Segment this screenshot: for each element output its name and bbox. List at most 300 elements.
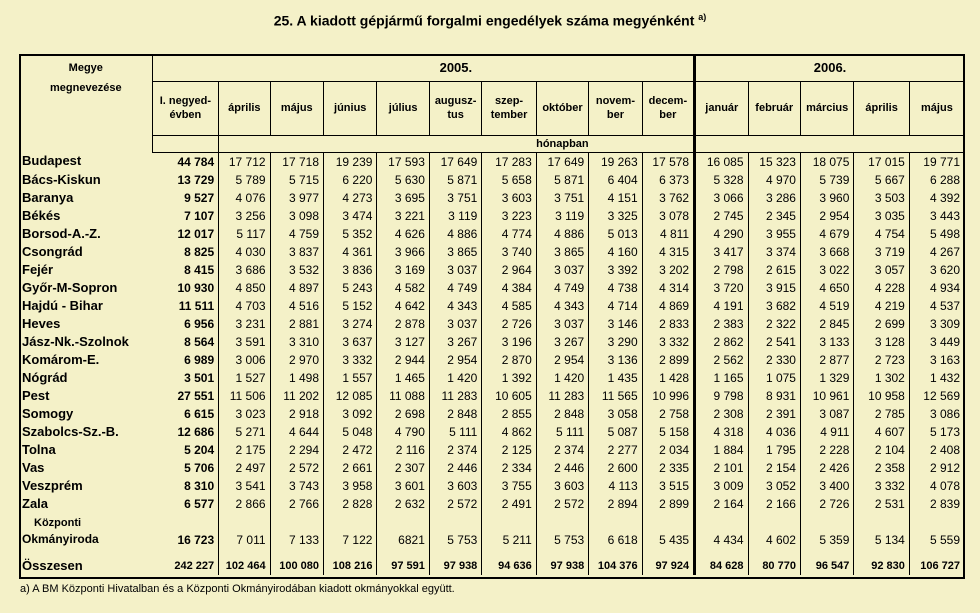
title-text: 25. A kiadott gépjármű forgalmi engedélyek száma megyénként [273, 12, 695, 29]
table-row [20, 333, 964, 351]
month-header: június [324, 81, 377, 135]
month-value: 2 307 [377, 459, 429, 477]
header-spacer [152, 55, 219, 81]
month-value: 2 562 [695, 351, 748, 369]
month-value: 2 877 [800, 351, 853, 369]
month-value: 4 113 [589, 477, 642, 495]
county-name: Hajdú - Bihar [22, 297, 103, 313]
q1-value: 5 706 [152, 459, 219, 477]
month-value: 4 228 [854, 279, 909, 297]
table-row [20, 387, 964, 405]
month-value: 5 435 [642, 513, 694, 549]
month-value: 5 658 [482, 171, 536, 189]
month-value: 6 618 [589, 513, 642, 549]
month-value: 3 127 [377, 333, 429, 351]
month-value: 5 158 [642, 423, 694, 441]
month-value: 2 899 [642, 351, 694, 369]
month-value: 2 912 [909, 459, 964, 477]
month-value: 4 869 [642, 297, 694, 315]
table-row [20, 459, 964, 477]
month-value: 3 332 [324, 351, 377, 369]
month-value: 5 753 [429, 513, 481, 549]
county-name: Komárom-E. [22, 351, 100, 367]
month-value: 1 432 [909, 369, 964, 387]
month-value: 3 400 [800, 477, 853, 495]
month-value: 7 133 [270, 513, 323, 549]
month-value: 2 334 [482, 459, 536, 477]
month-header: április [854, 81, 909, 135]
month-value: 12 085 [324, 387, 377, 405]
month-value: 3 098 [270, 207, 323, 225]
month-value: 3 443 [909, 207, 964, 225]
spacer-cell [152, 549, 219, 557]
month-value: 4 318 [695, 423, 748, 441]
total-month-value: 96 547 [800, 557, 853, 575]
q1-value: 8 564 [152, 333, 219, 351]
month-value: 4 078 [909, 477, 964, 495]
month-value: 4 862 [482, 423, 536, 441]
spacer-cell [909, 549, 964, 557]
month-value: 2 175 [219, 441, 270, 459]
month-value: 1 498 [270, 369, 323, 387]
month-value: 1 392 [482, 369, 536, 387]
month-value: 5 871 [429, 171, 481, 189]
month-value: 10 605 [482, 387, 536, 405]
q1-value: 44 784 [152, 152, 219, 171]
month-value: 2 726 [482, 315, 536, 333]
month-value: 4 886 [536, 225, 588, 243]
county-header-line1: Megye [68, 62, 103, 74]
month-value: 4 703 [219, 297, 270, 315]
month-value: 4 585 [482, 297, 536, 315]
county-name: Vas [22, 459, 45, 475]
month-value: 3 955 [748, 225, 800, 243]
month-value: 5 630 [377, 171, 429, 189]
q1-value: 8 415 [152, 261, 219, 279]
month-value: 3 146 [589, 315, 642, 333]
month-value: 3 603 [429, 477, 481, 495]
month-value: 2 870 [482, 351, 536, 369]
month-value: 3 682 [748, 297, 800, 315]
q1-value: 12 686 [152, 423, 219, 441]
month-header: július [377, 81, 429, 135]
month-value: 3 474 [324, 207, 377, 225]
month-value: 2 944 [377, 351, 429, 369]
spacer-cell [429, 549, 481, 557]
month-value: 2 964 [482, 261, 536, 279]
month-value: 5 739 [800, 171, 853, 189]
month-value: 4 036 [748, 423, 800, 441]
month-value: 2 408 [909, 441, 964, 459]
month-value: 5 271 [219, 423, 270, 441]
month-value: 2 294 [270, 441, 323, 459]
month-value: 1 329 [800, 369, 853, 387]
month-value: 3 078 [642, 207, 694, 225]
footnote: a) A BM Központi Hivatalban és a Központi Okmányirodában kiadott okmányokkal együtt. [20, 583, 455, 595]
month-value: 3 196 [482, 333, 536, 351]
month-value: 4 970 [748, 171, 800, 189]
q1-value: 13 729 [152, 171, 219, 189]
month-value: 2 572 [536, 495, 588, 513]
county-name: Baranya [22, 189, 74, 205]
table-row-central-office [20, 513, 964, 549]
month-value: 2 758 [642, 405, 694, 423]
total-month-value: 92 830 [854, 557, 909, 575]
month-value: 2 154 [748, 459, 800, 477]
month-value: 4 343 [429, 297, 481, 315]
month-value: 2 848 [429, 405, 481, 423]
month-value: 5 013 [589, 225, 642, 243]
month-value: 5 559 [909, 513, 964, 549]
month-value: 3 037 [429, 315, 481, 333]
month-value: 3 035 [854, 207, 909, 225]
month-value: 4 315 [642, 243, 694, 261]
month-value: 2 954 [429, 351, 481, 369]
month-value: 3 037 [536, 315, 588, 333]
month-value: 2 531 [854, 495, 909, 513]
spacer-cell [695, 549, 748, 557]
county-name: Nógrád [22, 369, 68, 385]
month-value: 1 557 [324, 369, 377, 387]
month-value: 4 934 [909, 279, 964, 297]
month-value: 2 277 [589, 441, 642, 459]
q1-value: 27 551 [152, 387, 219, 405]
table-body [20, 152, 964, 575]
month-value: 2 330 [748, 351, 800, 369]
page-title [0, 12, 980, 29]
table-row [20, 351, 964, 369]
total-month-value: 97 591 [377, 557, 429, 575]
month-header: január [695, 81, 748, 135]
month-value: 4 650 [800, 279, 853, 297]
month-value: 11 283 [536, 387, 588, 405]
county-name: Jász-Nk.-Szolnok [22, 333, 129, 349]
county-header-line2: megnevezése [50, 82, 122, 94]
spacer-cell [324, 549, 377, 557]
month-value: 15 323 [748, 152, 800, 171]
total-month-value: 104 376 [589, 557, 642, 575]
table-row [20, 189, 964, 207]
month-value: 4 582 [377, 279, 429, 297]
table-row [20, 405, 964, 423]
month-value: 4 850 [219, 279, 270, 297]
table-row [20, 495, 964, 513]
spacer-cell [377, 549, 429, 557]
month-value: 17 718 [270, 152, 323, 171]
month-value: 11 506 [219, 387, 270, 405]
month-value: 5 117 [219, 225, 270, 243]
month-value: 4 516 [270, 297, 323, 315]
month-value: 3 092 [324, 405, 377, 423]
month-value: 4 644 [270, 423, 323, 441]
month-value: 3 503 [854, 189, 909, 207]
central-office-name-line1: Központi [34, 516, 82, 529]
month-value: 17 578 [642, 152, 694, 171]
month-value: 5 111 [429, 423, 481, 441]
month-value: 4 537 [909, 297, 964, 315]
table-row [20, 243, 964, 261]
month-value: 2 632 [377, 495, 429, 513]
month-value: 4 361 [324, 243, 377, 261]
month-value: 4 811 [642, 225, 694, 243]
month-value: 3 009 [695, 477, 748, 495]
spacer-cell [482, 549, 536, 557]
month-value: 3 603 [536, 477, 588, 495]
total-month-value: 97 924 [642, 557, 694, 575]
month-header: szep-tember [482, 81, 536, 135]
month-value: 2 726 [800, 495, 853, 513]
month-value: 2 661 [324, 459, 377, 477]
month-value: 2 125 [482, 441, 536, 459]
month-value: 4 160 [589, 243, 642, 261]
month-value: 17 712 [219, 152, 270, 171]
month-value: 3 066 [695, 189, 748, 207]
month-value: 3 037 [536, 261, 588, 279]
month-value: 2 970 [270, 351, 323, 369]
month-value: 2 785 [854, 405, 909, 423]
spacer-cell [536, 549, 588, 557]
month-value: 3 037 [429, 261, 481, 279]
total-month-value: 100 080 [270, 557, 323, 575]
month-value: 17 015 [854, 152, 909, 171]
month-value: 5 359 [800, 513, 853, 549]
month-value: 6 404 [589, 171, 642, 189]
month-value: 5 243 [324, 279, 377, 297]
month-value: 2 374 [429, 441, 481, 459]
month-value: 3 332 [854, 477, 909, 495]
year-2006-header: 2006. [695, 55, 964, 81]
month-value: 3 223 [482, 207, 536, 225]
month-value: 2 954 [800, 207, 853, 225]
county-name: Borsod-A.-Z. [22, 225, 101, 241]
table-row [20, 225, 964, 243]
month-value: 3 086 [909, 405, 964, 423]
month-value: 3 960 [800, 189, 853, 207]
county-name: Szabolcs-Sz.-B. [22, 423, 119, 439]
month-value: 3 417 [695, 243, 748, 261]
month-header: novem-ber [589, 81, 642, 135]
month-value: 17 649 [536, 152, 588, 171]
month-value: 4 886 [429, 225, 481, 243]
month-value: 4 076 [219, 189, 270, 207]
month-value: 2 839 [909, 495, 964, 513]
total-month-value: 80 770 [748, 557, 800, 575]
month-value: 3 290 [589, 333, 642, 351]
spacer-cell [800, 549, 853, 557]
month-value: 2 798 [695, 261, 748, 279]
month-value: 1 420 [536, 369, 588, 387]
month-value: 6 373 [642, 171, 694, 189]
month-value: 4 759 [270, 225, 323, 243]
month-value: 3 023 [219, 405, 270, 423]
month-value: 3 449 [909, 333, 964, 351]
month-value: 1 302 [854, 369, 909, 387]
month-value: 2 918 [270, 405, 323, 423]
month-value: 2 862 [695, 333, 748, 351]
table-row [20, 369, 964, 387]
month-value: 3 267 [429, 333, 481, 351]
table-row [20, 171, 964, 189]
q1-value: 10 930 [152, 279, 219, 297]
month-value: 5 667 [854, 171, 909, 189]
table-row [20, 423, 964, 441]
month-value: 5 328 [695, 171, 748, 189]
month-value: 2 698 [377, 405, 429, 423]
month-value: 2 104 [854, 441, 909, 459]
central-office-name [20, 513, 152, 549]
month-value: 3 915 [748, 279, 800, 297]
month-value: 4 897 [270, 279, 323, 297]
month-value: 5 111 [536, 423, 588, 441]
month-value: 3 836 [324, 261, 377, 279]
month-value: 11 283 [429, 387, 481, 405]
month-value: 3 762 [642, 189, 694, 207]
spacer-cell [20, 549, 152, 557]
month-value: 11 565 [589, 387, 642, 405]
month-value: 6 220 [324, 171, 377, 189]
month-value: 3 133 [800, 333, 853, 351]
month-value: 4 749 [536, 279, 588, 297]
table-row [20, 261, 964, 279]
month-value: 6 288 [909, 171, 964, 189]
month-value: 2 472 [324, 441, 377, 459]
month-value: 3 966 [377, 243, 429, 261]
month-value: 3 022 [800, 261, 853, 279]
county-name: Pest [22, 387, 50, 403]
month-value: 17 649 [429, 152, 481, 171]
month-value: 3 286 [748, 189, 800, 207]
month-value: 2 866 [219, 495, 270, 513]
month-value: 3 058 [589, 405, 642, 423]
year-2005-header: 2005. [219, 55, 695, 81]
table-row [20, 297, 964, 315]
month-value: 3 169 [377, 261, 429, 279]
month-value: 3 532 [270, 261, 323, 279]
month-value: 4 602 [748, 513, 800, 549]
month-value: 2 572 [270, 459, 323, 477]
month-value: 1 884 [695, 441, 748, 459]
month-value: 4 519 [800, 297, 853, 315]
month-value: 3 128 [854, 333, 909, 351]
month-value: 3 977 [270, 189, 323, 207]
month-value: 5 211 [482, 513, 536, 549]
county-name: Győr-M-Sopron [22, 279, 118, 295]
month-value: 3 119 [429, 207, 481, 225]
month-value: 3 163 [909, 351, 964, 369]
month-value: 2 374 [536, 441, 588, 459]
month-value: 3 668 [800, 243, 853, 261]
county-name: Csongrád [22, 243, 83, 259]
month-value: 3 620 [909, 261, 964, 279]
month-value: 3 202 [642, 261, 694, 279]
month-value: 3 603 [482, 189, 536, 207]
month-value: 4 392 [909, 189, 964, 207]
month-value: 4 343 [536, 297, 588, 315]
month-value: 3 515 [642, 477, 694, 495]
month-value: 3 637 [324, 333, 377, 351]
month-value: 3 119 [536, 207, 588, 225]
month-value: 1 420 [429, 369, 481, 387]
month-value: 3 751 [536, 189, 588, 207]
month-value: 3 720 [695, 279, 748, 297]
month-value: 4 219 [854, 297, 909, 315]
total-month-value: 97 938 [536, 557, 588, 575]
month-value: 1 428 [642, 369, 694, 387]
month-value: 3 136 [589, 351, 642, 369]
month-value: 2 745 [695, 207, 748, 225]
month-value: 2 899 [642, 495, 694, 513]
month-value: 2 855 [482, 405, 536, 423]
month-value: 5 087 [589, 423, 642, 441]
month-value: 3 006 [219, 351, 270, 369]
month-value: 2 228 [800, 441, 853, 459]
month-value: 19 239 [324, 152, 377, 171]
month-value: 2 845 [800, 315, 853, 333]
month-value: 2 335 [642, 459, 694, 477]
month-value: 5 352 [324, 225, 377, 243]
month-value: 4 642 [377, 297, 429, 315]
month-value: 5 871 [536, 171, 588, 189]
month-value: 4 030 [219, 243, 270, 261]
month-value: 8 931 [748, 387, 800, 405]
q1-value: 8 825 [152, 243, 219, 261]
table-row [20, 441, 964, 459]
month-value: 3 601 [377, 477, 429, 495]
q1-value: 9 527 [152, 189, 219, 207]
month-value: 1 465 [377, 369, 429, 387]
total-month-value: 108 216 [324, 557, 377, 575]
month-value: 11 088 [377, 387, 429, 405]
month-value: 17 283 [482, 152, 536, 171]
month-value: 3 743 [270, 477, 323, 495]
month-header: október [536, 81, 588, 135]
spacer-cell [854, 549, 909, 557]
month-value: 3 332 [642, 333, 694, 351]
month-value: 2 828 [324, 495, 377, 513]
month-value: 1 527 [219, 369, 270, 387]
month-value: 2 426 [800, 459, 853, 477]
month-value: 3 309 [909, 315, 964, 333]
month-value: 3 392 [589, 261, 642, 279]
month-value: 2 894 [589, 495, 642, 513]
month-value: 3 719 [854, 243, 909, 261]
q1-value: 12 017 [152, 225, 219, 243]
month-value: 4 267 [909, 243, 964, 261]
q1-value: 11 511 [152, 297, 219, 315]
month-value: 3 865 [536, 243, 588, 261]
month-value: 1 075 [748, 369, 800, 387]
month-value: 2 308 [695, 405, 748, 423]
month-header: április [228, 102, 261, 114]
month-value: 2 491 [482, 495, 536, 513]
month-value: 2 848 [536, 405, 588, 423]
total-month-value: 106 727 [909, 557, 964, 575]
county-name: Zala [22, 495, 49, 511]
table-row [20, 279, 964, 297]
q1-value: 7 107 [152, 207, 219, 225]
total-row [20, 557, 964, 575]
table-row [20, 315, 964, 333]
month-value: 4 790 [377, 423, 429, 441]
county-name: Somogy [22, 405, 74, 421]
month-value: 2 615 [748, 261, 800, 279]
month-value: 3 267 [536, 333, 588, 351]
month-value: 18 075 [800, 152, 853, 171]
total-label: Összesen [22, 557, 83, 573]
month-value: 2 166 [748, 495, 800, 513]
q1-value: 6 989 [152, 351, 219, 369]
month-value: 4 314 [642, 279, 694, 297]
